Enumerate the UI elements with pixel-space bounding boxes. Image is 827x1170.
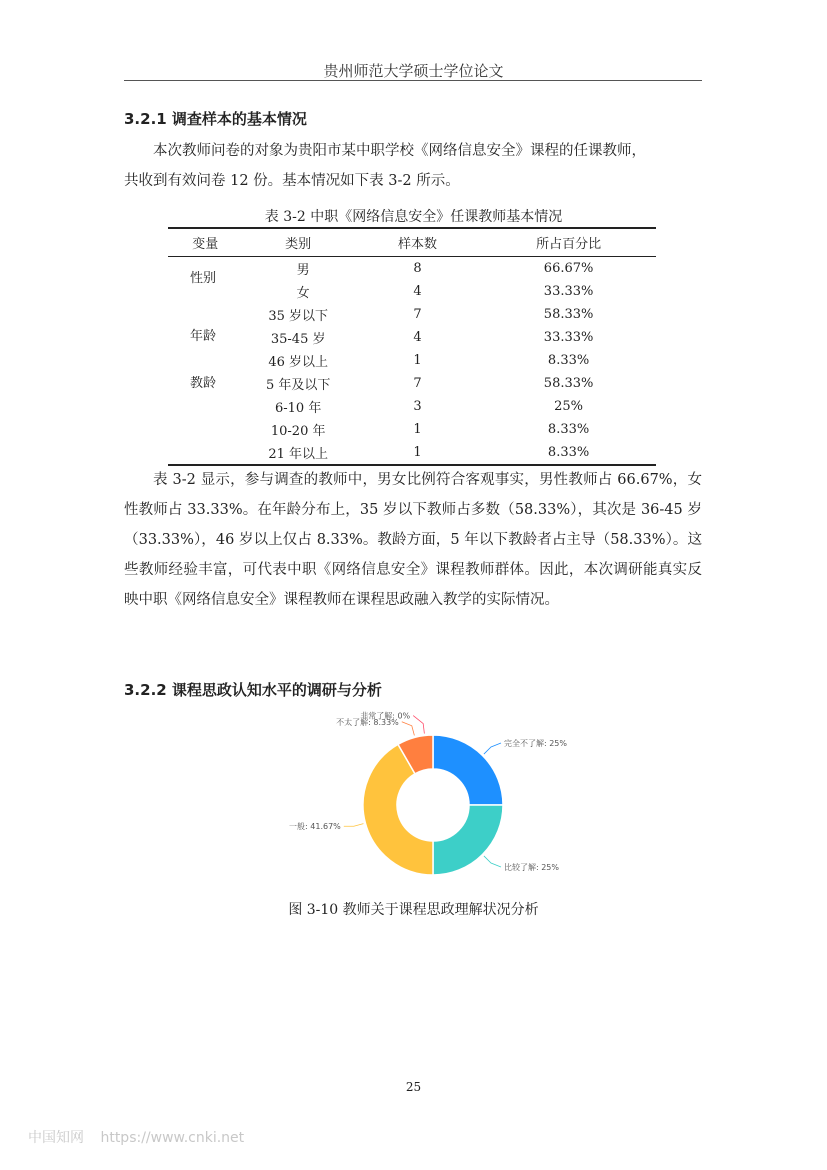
table-cell-category: 6-10 年 — [275, 401, 322, 416]
section-heading-3-2-2: 3.2.2 课程思政认知水平的调研与分析 — [124, 681, 382, 699]
donut-chart — [270, 706, 590, 896]
donut-label-5: 非常了解: 0% — [360, 711, 411, 721]
donut-slice-2 — [433, 805, 503, 875]
table-row — [168, 349, 656, 372]
column-header-percent: 所占百分比 — [481, 228, 656, 257]
table-row — [168, 418, 656, 441]
teacher-info-table — [168, 227, 656, 466]
column-header-category: 类别 — [243, 228, 354, 257]
donut-leader-line-5 — [413, 716, 424, 734]
column-header-count: 样本数 — [354, 228, 481, 257]
table-cell-percent: 58.33% — [543, 376, 594, 391]
table-cell-count: 8 — [413, 261, 422, 276]
donut-label-4: 不太了解: 8.33% — [336, 717, 399, 727]
table-caption: 表 3-2 中职《网络信息安全》任课教师基本情况 — [264, 209, 563, 225]
table-row — [168, 303, 656, 326]
table-cell-count: 1 — [354, 441, 481, 465]
watermark-site-name: 中国知网 — [28, 1130, 84, 1146]
table-cell-count: 7 — [413, 376, 422, 391]
donut-leader-line-4 — [402, 722, 415, 736]
table-header-row — [168, 228, 656, 257]
table-cell-category: 46 岁以上 — [268, 355, 329, 370]
table-row — [168, 280, 656, 303]
donut-label-3: 一般: 41.67% — [289, 822, 341, 832]
table-cell-percent: 33.33% — [543, 330, 594, 345]
table-cell-count: 7 — [413, 307, 422, 322]
table-cell-percent: 66.67% — [543, 261, 594, 276]
table-cell-count: 4 — [413, 330, 422, 345]
table-cell-category: 5 年及以下 — [265, 378, 331, 393]
donut-label-1: 完全不了解: 25% — [503, 739, 568, 749]
donut-label-2: 比较了解: 25% — [503, 862, 560, 872]
table-row — [168, 326, 656, 349]
variable-label-gender: 性别 — [190, 271, 217, 286]
intro-line-1: 本次教师问卷的对象为贵阳市某中职学校《网络信息安全》课程的任课教师， — [153, 143, 646, 159]
table-cell-category: 35 岁以下 — [268, 309, 329, 324]
donut-slice-1 — [433, 735, 503, 805]
figure-caption: 图 3-10 教师关于课程思政理解状况分析 — [288, 902, 539, 918]
section-heading-3-2-1: 3.2.1 调查样本的基本情况 — [124, 110, 307, 128]
donut-chart-container — [270, 706, 590, 896]
intro-paragraph — [124, 136, 702, 196]
table-row — [168, 441, 656, 465]
table-cell-percent: 25% — [554, 399, 584, 414]
table-cell-percent: 8.33% — [481, 441, 656, 465]
header-rule — [124, 80, 702, 81]
donut-leader-line-3 — [344, 824, 364, 827]
donut-leader-line-2 — [484, 856, 501, 867]
table-cell-percent: 58.33% — [543, 307, 594, 322]
table-cell-category: 女 — [296, 286, 310, 301]
table-row — [168, 372, 656, 395]
table-cell-category: 10-20 年 — [270, 424, 326, 439]
page-number: 25 — [405, 1080, 422, 1094]
page-header-title: 贵州师范大学硕士学位论文 — [323, 62, 504, 80]
watermark-url: https://www.cnki.net — [100, 1130, 245, 1146]
table-cell-count: 1 — [413, 353, 422, 368]
table-cell-percent: 8.33% — [547, 353, 590, 368]
variable-label-teaching-years: 教龄 — [190, 376, 217, 391]
table-cell-category: 男 — [296, 263, 310, 278]
analysis-paragraph — [124, 465, 702, 615]
cnki-watermark — [28, 1127, 256, 1147]
table-cell-percent: 8.33% — [547, 422, 590, 437]
table-cell-category: 21 年以上 — [243, 441, 354, 465]
table-row — [168, 257, 656, 281]
table-cell-percent: 33.33% — [543, 284, 594, 299]
table-cell-count: 1 — [413, 422, 422, 437]
table-cell-count: 4 — [413, 284, 422, 299]
variable-label-age: 年龄 — [190, 329, 217, 344]
table-row — [168, 395, 656, 418]
column-header-variable: 变量 — [168, 228, 243, 257]
intro-line-2: 共收到有效问卷 12 份。基本情况如下表 3-2 所示。 — [124, 173, 460, 189]
table-cell-category: 35-45 岁 — [270, 332, 326, 347]
analysis-text: 表 3-2 显示，参与调查的教师中，男女比例符合客观事实，男性教师占 66.67%，女性教师占 33.33%。在年龄分布上，35 岁以下教师占多数（58.33%），其次是 36-45 岁（33.33%），46 岁以上仅占 8.33%。教龄方面，5 年以下教龄者占主导（58.33%）。这些教师经验丰富，可代表中职《网络信息安全》课程教师群体。因此，本次调研能真实反映中职《网络信息安全》课程教师在课程思政融入教学的实际情况。 — [124, 472, 702, 608]
donut-leader-line-1 — [484, 743, 501, 754]
table-cell-count: 3 — [413, 399, 422, 414]
